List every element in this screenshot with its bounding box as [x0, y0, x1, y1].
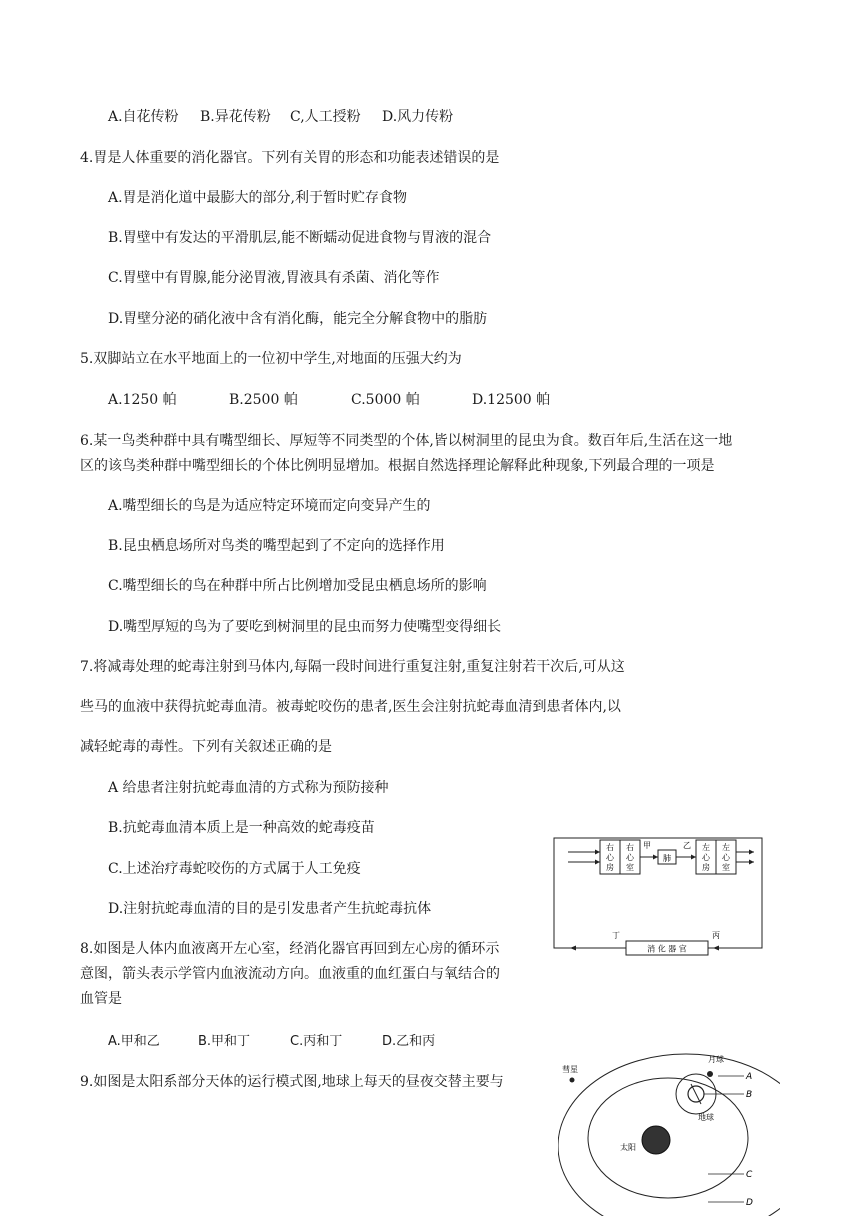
left-ventricle-char-1: 左	[722, 843, 730, 852]
q6-stem-line1: 6.某一鸟类种群中具有嘴型细长、厚短等不同类型的个体,皆以树洞里的昆虫为食。数百年后,生活在这一地	[80, 433, 733, 449]
left-atrium-char-3: 房	[702, 863, 710, 872]
left-ventricle-char-2: 心	[722, 853, 730, 862]
comet-icon	[570, 1078, 575, 1083]
digestive-organ-label: 消 化 器 官	[647, 944, 687, 954]
q4-option-a: A.胃是消化道中最膨大的部分,利于暂时贮存食物	[108, 190, 408, 206]
solar-system-diagram	[558, 1046, 780, 1216]
q6-option-d: D.嘴型厚短的鸟为了要吃到树洞里的昆虫而努力使嘴型变得细长	[108, 619, 502, 635]
q9-stem: 9.如图是太阳系部分天体的运行模式图,地球上每天的昼夜交替主要与	[80, 1074, 504, 1090]
arrow-ding	[570, 946, 576, 951]
q4-option-b: B.胃壁中有发达的平滑肌层,能不断蠕动促进食物与胃液的混合	[108, 230, 492, 246]
q8-option-a: A.甲和乙	[108, 1034, 160, 1049]
right-atrium-char-2: 心	[606, 853, 614, 862]
arrow-out-lv-bottom	[749, 860, 754, 865]
q8-stem-line2: 意图，箭头表示学管内血液流动方向。血液重的血红蛋白与氧结合的	[80, 966, 500, 982]
sun-icon	[642, 1126, 670, 1154]
q6-stem-line2: 区的该鸟类种群中嘴型细长的个体比例明显增加。根据自然选择理论解释此种现象,下列最合理的一项是	[80, 458, 715, 474]
q3-option-c: C,人工授粉	[290, 109, 361, 125]
q7-option-d: D.注射抗蛇毒血清的目的是引发患者产生抗蛇毒抗体	[108, 901, 432, 917]
q8-stem-line3: 血管是	[80, 991, 122, 1007]
earth-label: 地球	[698, 1113, 714, 1122]
right-atrium-char-1: 右	[606, 843, 614, 852]
lung-label: 肺	[663, 854, 671, 863]
sun-label: 太阳	[620, 1143, 636, 1152]
q6-option-c: C.嘴型细长的鸟在种群中所占比例增加受昆虫栖息场所的影响	[108, 578, 487, 594]
q8-option-c: C.丙和丁	[290, 1034, 343, 1049]
label-jia: 甲	[643, 841, 651, 850]
label-a: A	[746, 1072, 753, 1082]
arrow-jia	[653, 855, 658, 860]
q4-stem: 4.胃是人体重要的消化器官。下列有关胃的形态和功能表述错误的是	[80, 150, 500, 166]
label-d: D	[746, 1198, 753, 1208]
q8-option-b: B.甲和丁	[198, 1034, 251, 1049]
right-ventricle-char-1: 右	[626, 843, 634, 852]
q8-option-d: D.乙和丙	[382, 1034, 436, 1049]
circulation-diagram	[548, 830, 768, 960]
q7-stem-line2: 些马的血液中获得抗蛇毒血清。被毒蛇咬伤的患者,医生会注射抗蛇毒血清到患者体内,以	[80, 699, 621, 715]
left-atrium-char-1: 左	[702, 843, 710, 852]
q3-option-a: A.自花传粉	[108, 109, 179, 125]
arrow-into-ra-bottom	[595, 860, 600, 865]
q7-option-c: C.上述治疗毒蛇咬伤的方式属于人工免疫	[108, 861, 361, 877]
q5-option-c: C.5000 帕	[351, 392, 420, 408]
left-atrium-char-2: 心	[702, 853, 710, 862]
q5-stem: 5.双脚站立在水平地面上的一位初中学生,对地面的压强大约为	[80, 351, 462, 367]
comet-label: 彗星	[562, 1065, 578, 1074]
arrow-out-lv-top	[749, 850, 754, 855]
left-ventricle-char-3: 室	[722, 863, 730, 872]
label-bing: 丙	[712, 931, 720, 940]
q5-option-d: D.12500 帕	[472, 392, 551, 408]
q8-stem-line1: 8.如图是人体内血液离开左心室，经消化器官再回到左心房的循环示	[80, 941, 500, 957]
arrow-yi	[691, 855, 696, 860]
arrow-bing	[713, 946, 719, 951]
q7-option-b: B.抗蛇毒血清本质上是一种高效的蛇毒疫苗	[108, 820, 375, 836]
q4-option-d: D.胃壁分泌的硝化液中含有消化酶，能完全分解食物中的脂肪	[108, 311, 488, 327]
label-ding: 丁	[612, 931, 620, 940]
q4-option-c: C.胃壁中有胃腺,能分泌胃液,胃液具有杀菌、消化等作	[108, 270, 440, 286]
q3-option-d: D.风力传粉	[382, 109, 454, 125]
q5-option-b: B.2500 帕	[229, 392, 298, 408]
right-ventricle-char-2: 心	[626, 853, 634, 862]
label-c: C	[746, 1170, 753, 1180]
moon-label: 月球	[708, 1055, 724, 1064]
label-b: B	[746, 1090, 753, 1100]
q6-option-a: A.嘴型细长的鸟是为适应特定环境而定向变异产生的	[108, 498, 431, 514]
q7-stem-line1: 7.将减毒处理的蛇毒注射到马体内,每隔一段时间进行重复注射,重复注射若干次后,可从这	[80, 659, 625, 675]
label-yi: 乙	[683, 841, 691, 850]
right-ventricle-char-3: 室	[626, 863, 634, 872]
q5-option-a: A.1250 帕	[108, 392, 177, 408]
arrow-into-ra-top	[595, 850, 600, 855]
right-atrium-char-3: 房	[606, 863, 614, 872]
q3-option-b: B.异花传粉	[200, 109, 271, 125]
moon-icon	[707, 1071, 713, 1077]
q7-option-a: A 给患者注射抗蛇毒血清的方式称为预防接种	[108, 780, 389, 796]
q7-stem-line3: 减轻蛇毒的毒性。下列有关叙述正确的是	[80, 739, 332, 755]
q6-option-b: B.昆虫栖息场所对鸟类的嘴型起到了不定向的选择作用	[108, 538, 445, 554]
